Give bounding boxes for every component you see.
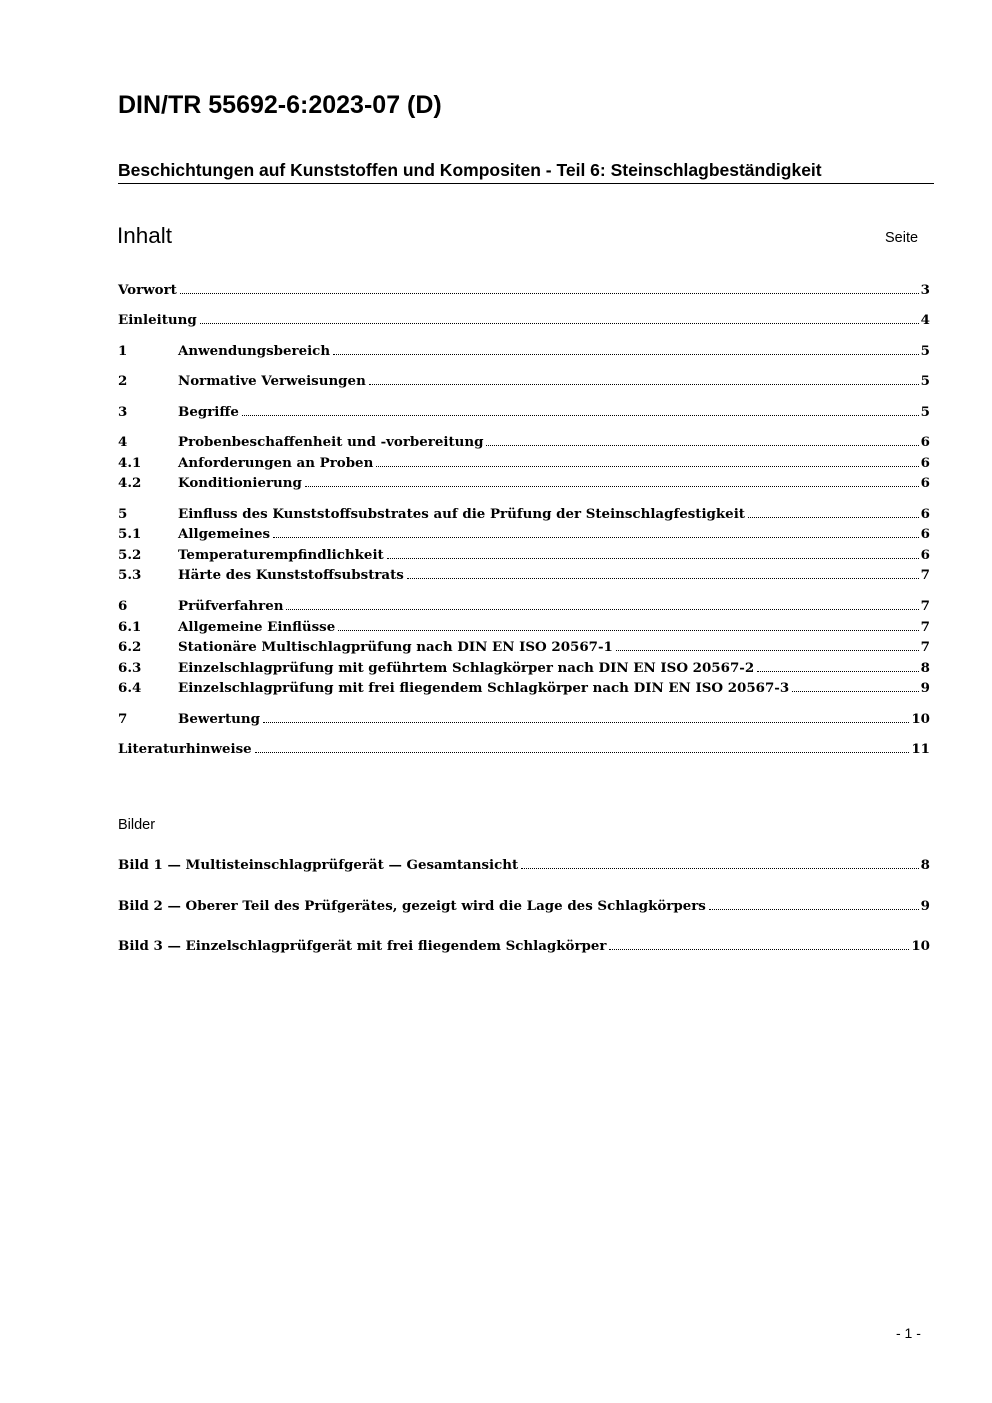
toc-entry-title: Probenbeschaffenheit und -vorbereitung bbox=[178, 434, 484, 450]
toc-entry-6-2[interactable] bbox=[118, 637, 930, 657]
toc-entry-6-1[interactable] bbox=[118, 617, 930, 637]
dot-leader bbox=[387, 558, 919, 559]
toc-entry-number: 4.1 bbox=[118, 455, 142, 471]
toc-entry-number: 2 bbox=[118, 373, 128, 389]
toc-entry-4[interactable] bbox=[118, 432, 930, 452]
toc-entry-page: 7 bbox=[920, 639, 930, 655]
dot-leader bbox=[792, 691, 918, 692]
toc-entry-title: Prüfverfahren bbox=[178, 598, 284, 614]
toc-entry-page: 8 bbox=[920, 660, 930, 676]
toc-entry-4-1[interactable] bbox=[118, 453, 930, 473]
toc-entry-literaturhinweise[interactable] bbox=[118, 739, 930, 759]
toc-entry-page: 5 bbox=[920, 373, 930, 389]
toc-entry-1[interactable] bbox=[118, 341, 930, 361]
dot-leader bbox=[757, 671, 919, 672]
toc-entry-page: 6 bbox=[920, 434, 930, 450]
toc-entry-title: Einzelschlagprüfung mit frei fliegendem Schlagkörper nach DIN EN ISO 20567-3 bbox=[178, 680, 790, 696]
toc-entry-4-2[interactable] bbox=[118, 473, 930, 493]
toc-entry-page: 6 bbox=[920, 506, 930, 522]
figure-entry-title: Bild 2 — Oberer Teil des Prüfgerätes, gezeigt wird die Lage des Schlagkörpers bbox=[118, 898, 706, 914]
dot-leader bbox=[609, 949, 909, 950]
dot-leader bbox=[616, 650, 919, 651]
toc-entry-title: Normative Verweisungen bbox=[178, 373, 366, 389]
toc-entry-page: 6 bbox=[920, 547, 930, 563]
toc-entry-title: Konditionierung bbox=[178, 475, 302, 491]
toc-entry-number: 5.3 bbox=[118, 567, 142, 583]
toc-entry-page: 5 bbox=[920, 404, 930, 420]
dot-leader bbox=[369, 384, 919, 385]
document-subtitle: Beschichtungen auf Kunststoffen und Kompositen - Teil 6: Steinschlagbeständigkeit bbox=[118, 159, 934, 184]
dot-leader bbox=[200, 323, 919, 324]
toc-entry-5-2[interactable] bbox=[118, 545, 930, 565]
toc-entry-5[interactable] bbox=[118, 504, 930, 524]
toc-entry-page: 10 bbox=[911, 711, 930, 727]
toc-entry-page: 7 bbox=[920, 619, 930, 635]
toc-entry-title: Anforderungen an Proben bbox=[178, 455, 374, 471]
toc-entry-title: Einfluss des Kunststoffsubstrates auf die Prüfung der Steinschlagfestigkeit bbox=[178, 506, 745, 522]
toc-entry-einleitung[interactable] bbox=[118, 310, 930, 330]
toc-entry-7[interactable] bbox=[118, 709, 930, 729]
toc-entry-page: 6 bbox=[920, 455, 930, 471]
toc-entry-number: 5 bbox=[118, 506, 128, 522]
toc-entry-title: Begriffe bbox=[178, 404, 239, 420]
toc-entry-number: 6.1 bbox=[118, 619, 142, 635]
toc-entry-number: 6 bbox=[118, 598, 128, 614]
toc-entry-page: 4 bbox=[920, 312, 930, 328]
dot-leader bbox=[486, 445, 918, 446]
dot-leader bbox=[273, 537, 919, 538]
toc-entry-title: Stationäre Multischlagprüfung nach DIN EN ISO 20567-1 bbox=[178, 639, 613, 655]
toc-entry-number: 3 bbox=[118, 404, 128, 420]
toc-entry-page: 3 bbox=[920, 282, 930, 298]
toc-entry-number: 5.2 bbox=[118, 547, 142, 563]
figure-entry-title: Bild 3 — Einzelschlagprüfgerät mit frei fliegendem Schlagkörper bbox=[118, 938, 607, 954]
toc-entry-number: 4.2 bbox=[118, 475, 142, 491]
figure-entry-1[interactable] bbox=[118, 855, 930, 875]
toc-entry-number: 6.2 bbox=[118, 639, 142, 655]
dot-leader bbox=[180, 293, 919, 294]
footer-page-number: - 1 - bbox=[896, 1325, 921, 1341]
dot-leader bbox=[709, 909, 919, 910]
toc-entry-2[interactable] bbox=[118, 371, 930, 391]
toc-entry-page: 5 bbox=[920, 343, 930, 359]
toc-entry-title: Literaturhinweise bbox=[118, 741, 252, 757]
dot-leader bbox=[242, 415, 919, 416]
figure-entry-title: Bild 1 — Multisteinschlagprüfgerät — Gesamtansicht bbox=[118, 857, 519, 873]
toc-entry-number: 5.1 bbox=[118, 526, 142, 542]
document-title: DIN/TR 55692-6:2023-07 (D) bbox=[118, 91, 442, 119]
toc-entry-number: 1 bbox=[118, 343, 128, 359]
toc-entry-page: 6 bbox=[920, 475, 930, 491]
toc-entry-number: 6.3 bbox=[118, 660, 142, 676]
dot-leader bbox=[748, 517, 919, 518]
toc-entry-number: 7 bbox=[118, 711, 128, 727]
dot-leader bbox=[255, 752, 910, 753]
toc-entry-page: 7 bbox=[920, 567, 930, 583]
toc-page-column-label: Seite bbox=[885, 230, 919, 246]
dot-leader bbox=[338, 630, 918, 631]
dot-leader bbox=[407, 578, 919, 579]
toc-entry-page: 9 bbox=[920, 680, 930, 696]
dot-leader bbox=[333, 354, 919, 355]
toc-entry-title: Allgemeines bbox=[178, 526, 271, 542]
toc-entry-title: Einleitung bbox=[118, 312, 197, 328]
toc-entry-page: 11 bbox=[911, 741, 930, 757]
figure-entry-page: 8 bbox=[920, 857, 930, 873]
toc-entry-5-3[interactable] bbox=[118, 565, 930, 585]
dot-leader bbox=[376, 466, 918, 467]
toc-entry-5-1[interactable] bbox=[118, 524, 930, 544]
toc-entry-6-4[interactable] bbox=[118, 678, 930, 698]
figure-entry-page: 10 bbox=[911, 938, 930, 954]
toc-entry-number: 6.4 bbox=[118, 680, 142, 696]
dot-leader bbox=[521, 868, 919, 869]
dot-leader bbox=[286, 609, 918, 610]
dot-leader bbox=[305, 486, 919, 487]
toc-entry-title: Einzelschlagprüfung mit geführtem Schlagkörper nach DIN EN ISO 20567-2 bbox=[178, 660, 755, 676]
toc-entry-title: Allgemeine Einflüsse bbox=[178, 619, 336, 635]
toc-entry-title: Härte des Kunststoffsubstrats bbox=[178, 567, 404, 583]
figure-entry-2[interactable] bbox=[118, 896, 930, 916]
toc-entry-title: Temperaturempfindlichkeit bbox=[178, 547, 384, 563]
toc-entry-title: Bewertung bbox=[178, 711, 260, 727]
toc-entry-title: Vorwort bbox=[118, 282, 177, 298]
toc-heading: Inhalt bbox=[117, 223, 173, 248]
dot-leader bbox=[263, 722, 909, 723]
toc-entry-6-3[interactable] bbox=[118, 658, 930, 678]
toc-entry-page: 7 bbox=[920, 598, 930, 614]
toc-entry-number: 4 bbox=[118, 434, 128, 450]
figure-entry-page: 9 bbox=[920, 898, 930, 914]
figures-heading: Bilder bbox=[118, 817, 156, 833]
toc-entry-6[interactable] bbox=[118, 596, 930, 616]
toc-entry-title: Anwendungsbereich bbox=[178, 343, 331, 359]
toc-entry-page: 6 bbox=[920, 526, 930, 542]
figure-entry-3[interactable] bbox=[118, 936, 930, 956]
toc-entry-vorwort[interactable] bbox=[118, 280, 930, 300]
toc-entry-3[interactable] bbox=[118, 402, 930, 422]
